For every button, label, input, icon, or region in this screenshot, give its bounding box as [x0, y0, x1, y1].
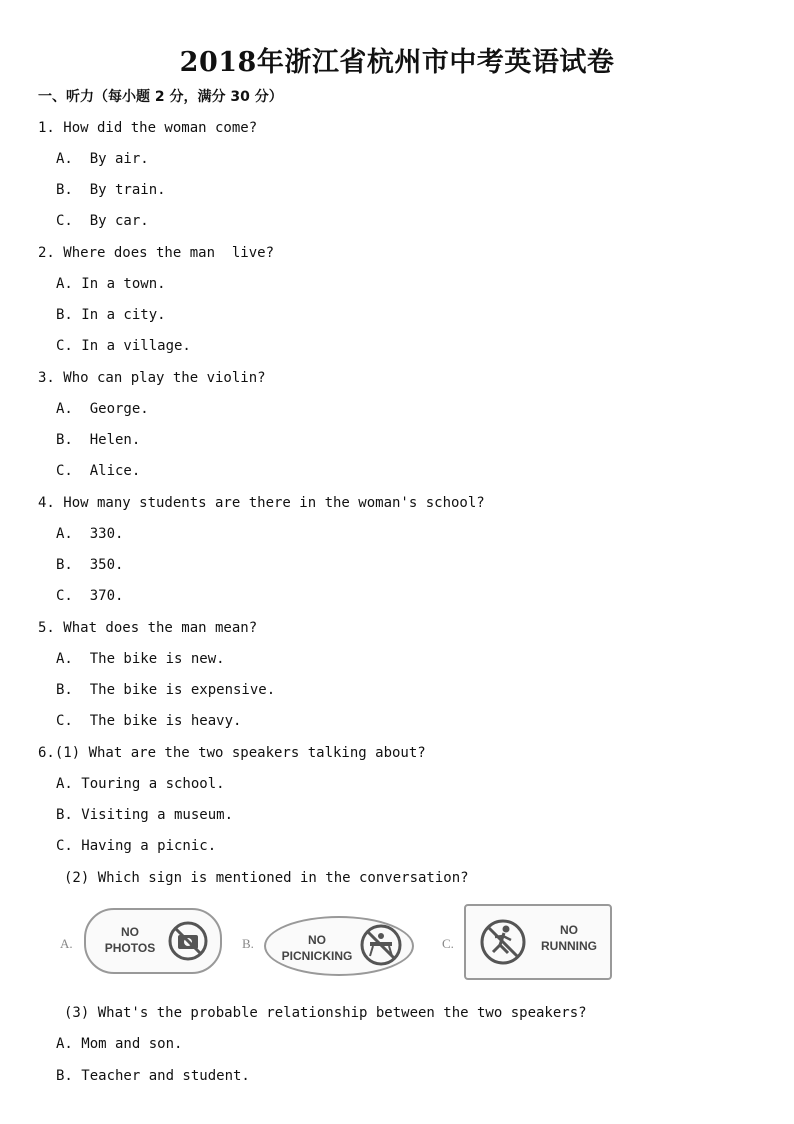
question-4-option-a: A. 330. — [56, 526, 124, 542]
question-1-option-a: A. By air. — [56, 151, 149, 167]
question-5-option-b: B. The bike is expensive. — [56, 682, 276, 698]
sign-no-picnicking — [264, 916, 414, 976]
question-6-1-option-a: A. Touring a school. — [56, 776, 225, 792]
question-2: 2. Where does the man live? — [38, 245, 275, 261]
sign-no-photos — [84, 908, 222, 974]
question-6-1-option-b: B. Visiting a museum. — [56, 807, 234, 823]
question-6-3-option-b: B. Teacher and student. — [56, 1068, 250, 1084]
question-6-3-option-a: A. Mom and son. — [56, 1036, 183, 1052]
question-6-3: (3) What's the probable relationship between the two speakers? — [64, 1005, 587, 1021]
no-running-icon — [478, 917, 528, 967]
no-camera-icon — [166, 919, 210, 963]
question-3-option-c: C. Alice. — [56, 463, 141, 479]
question-6-1: 6.(1) What are the two speakers talking about? — [38, 745, 426, 761]
question-6-2: (2) Which sign is mentioned in the conversation? — [64, 870, 469, 886]
question-5-option-a: A. The bike is new. — [56, 651, 225, 667]
sign-a-letter: A. — [60, 936, 73, 951]
question-4: 4. How many students are there in the woman's school? — [38, 495, 485, 511]
question-2-option-a: A. In a town. — [56, 276, 166, 292]
question-2-option-c: C. In a village. — [56, 338, 191, 354]
question-4-option-b: B. 350. — [56, 557, 124, 573]
sign-c-letter: C. — [442, 936, 454, 951]
no-picnic-icon — [358, 922, 404, 968]
section-heading: 一、听力（每小题 2 分，满分 30 分） — [38, 89, 283, 105]
sign-b-letter: B. — [242, 936, 254, 951]
question-3-option-b: B. Helen. — [56, 432, 141, 448]
question-3: 3. Who can play the violin? — [38, 370, 266, 386]
sign-options — [60, 900, 620, 990]
sign-a-line2: PHOTOS — [104, 941, 156, 955]
question-5: 5. What does the man mean? — [38, 620, 258, 636]
sign-c-line2: RUNNING — [541, 939, 597, 953]
question-6-1-option-c: C. Having a picnic. — [56, 838, 217, 854]
question-3-option-a: A. George. — [56, 401, 149, 417]
question-1: 1. How did the woman come? — [38, 120, 258, 136]
question-5-option-c: C. The bike is heavy. — [56, 713, 242, 729]
question-4-option-c: C. 370. — [56, 588, 124, 604]
sign-b-line1: NO — [308, 933, 326, 947]
page-title: 2018年浙江省杭州市中考英语试卷 — [179, 47, 615, 78]
sign-a-line1: NO — [121, 925, 139, 939]
question-2-option-b: B. In a city. — [56, 307, 166, 323]
sign-c-line1: NO — [560, 923, 578, 937]
sign-b-line2: PICNICKING — [281, 949, 353, 963]
question-1-option-c: C. By car. — [56, 213, 149, 229]
question-1-option-b: B. By train. — [56, 182, 166, 198]
sign-no-running — [464, 904, 612, 980]
